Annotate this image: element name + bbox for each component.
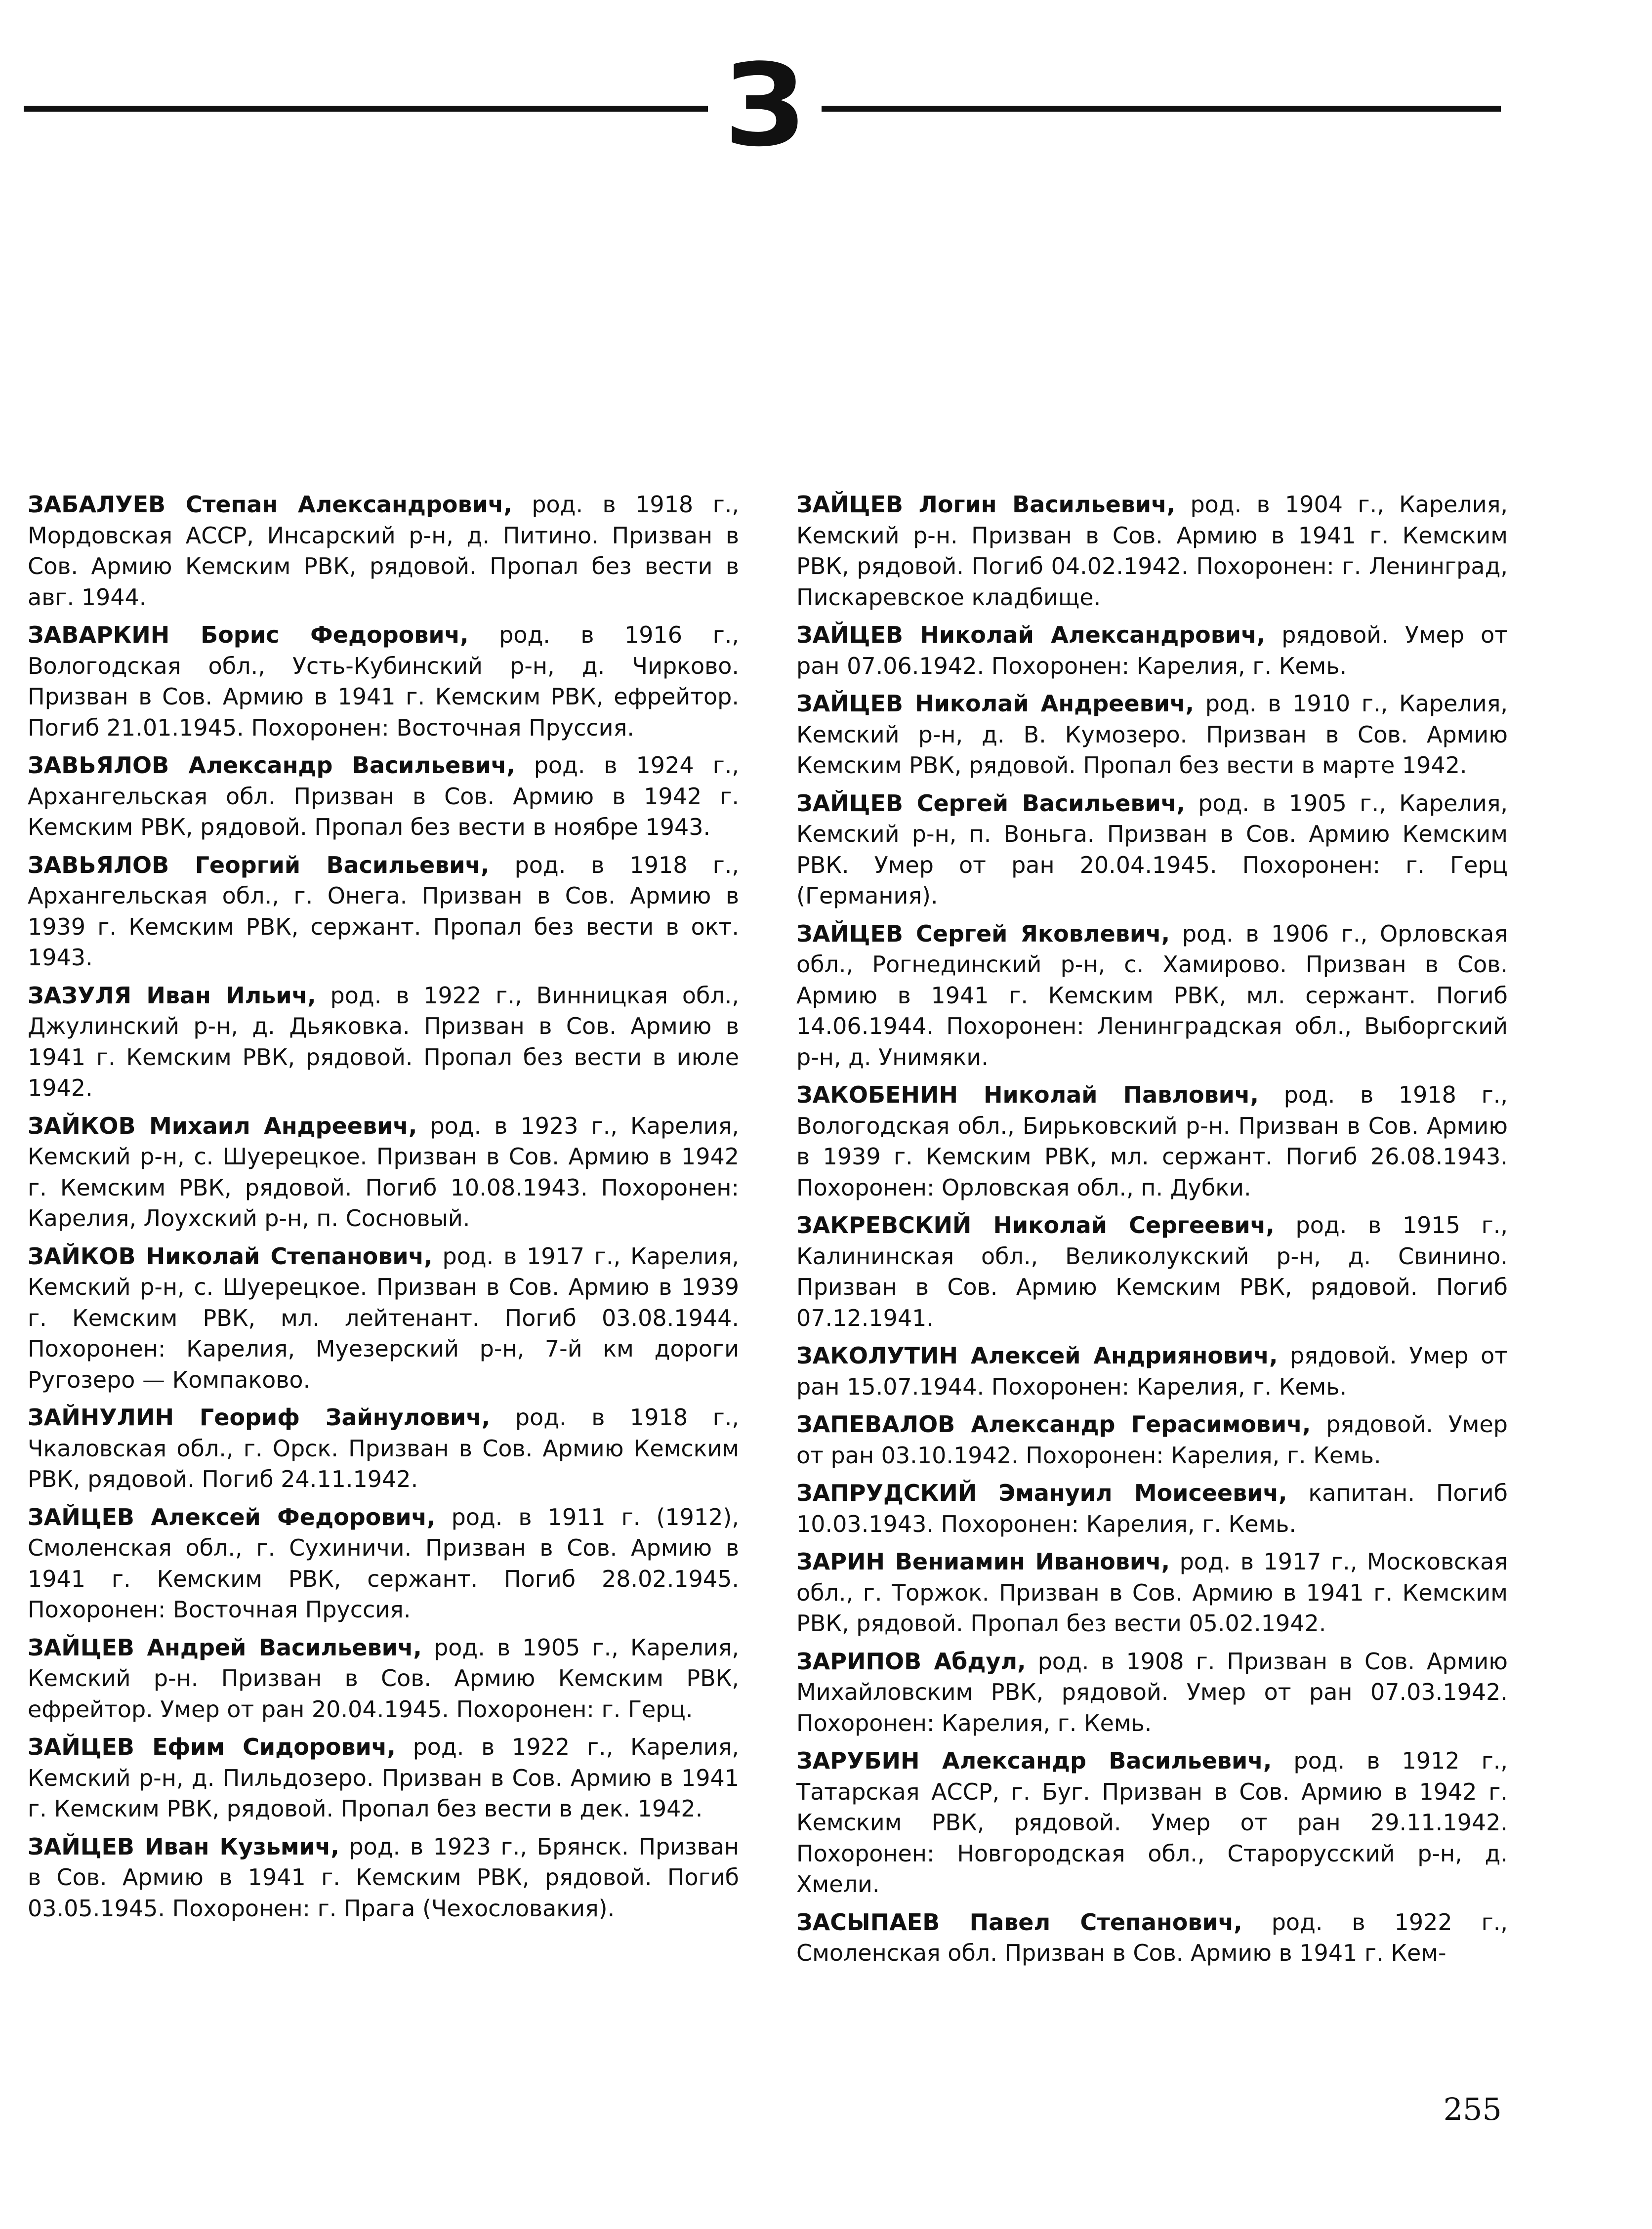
entry: [796, 788, 1508, 911]
entry: [796, 1478, 1508, 1539]
entry-name: ЗАКРЕВСКИЙ Николай Сергеевич,: [796, 1212, 1275, 1238]
entry: [28, 1831, 739, 1924]
entry: [28, 1632, 739, 1725]
entry-text: род. в 1917 г., Карелия, Кемский р-н, с. Шуерецкое. Призван в Сов. Армию в 1939 г. Кемским РВК, мл. лейтенант. Погиб 03.08.1944. Похоронен: Карелия, Муезерский р-н, 7-й км дороги Ругозеро — Компаково.: [28, 1242, 740, 1393]
entry: [796, 619, 1508, 681]
entry-name: ЗАВАРКИН Борис Федорович,: [28, 621, 469, 648]
entry-text: рядовой. Умер от ран 07.06.1942. Похоронен: Карелия, г. Кемь.: [796, 621, 1508, 679]
entry-name: ЗАЙКОВ Михаил Андреевич,: [28, 1112, 417, 1139]
entry-text: рядовой. Умер от ран 15.07.1944. Похоронен: Карелия, г. Кемь.: [796, 1342, 1508, 1400]
entry-name: ЗАРИН Вениамин Иванович,: [796, 1548, 1170, 1575]
entry-name: ЗАЗУЛЯ Иван Ильич,: [28, 982, 316, 1009]
entry-name: ЗАЙЦЕВ Сергей Яковлевич,: [796, 920, 1170, 947]
entry-text: род. в 1922 г., Винницкая обл., Джулинский р-н, д. Дьяковка. Призван в Сов. Армию в 1941 г. Кемским РВК, рядовой. Пропал без вести в июле 1942.: [28, 982, 740, 1101]
entry: [28, 1732, 739, 1824]
entry-text: род. в 1922 г., Карелия, Кемский р-н, д. Пильдозеро. Призван в Сов. Армию в 1941 г. Кемским РВК, рядовой. Пропал без вести в дек. 1942.: [28, 1734, 739, 1822]
entry-name: ЗАРИПОВ Абдул,: [796, 1648, 1026, 1675]
entry-text: род. в 1905 г., Карелия, Кемский р-н. Призван в Сов. Армию Кемским РВК, ефрейтор. Умер от ран 20.04.1945. Похоронен: г. Герц.: [28, 1634, 739, 1723]
entry-text: род. в 1915 г., Калининская обл., Великолукский р-н, д. Свинино. Призван в Сов. Армию Кемским РВК, рядовой. Погиб 07.12.1941.: [796, 1212, 1508, 1331]
entry: [28, 980, 739, 1104]
entry-text: род. в 1910 г., Карелия, Кемский р-н, д. В. Кумозеро. Призван в Сов. Армию Кемским РВК, рядовой. Пропал без вести в марте 1942.: [796, 690, 1508, 779]
entry: [796, 1079, 1508, 1203]
entry-text: род. в 1923 г., Брянск. Призван в Сов. Армию в 1941 г. Кемским РВК, рядовой. Погиб 03.05.1945. Похоронен: г. Прага (Чехословакия).: [28, 1833, 739, 1922]
entry-name: ЗАЙЦЕВ Логин Васильевич,: [796, 491, 1176, 518]
entry-name: ЗАБАЛУЕВ Степан Александрович,: [28, 491, 512, 518]
page-number: 255: [1443, 2091, 1502, 2127]
entry-name: ЗАЙЦЕВ Иван Кузьмич,: [28, 1833, 339, 1860]
entry-name: ЗАПРУДСКИЙ Эмануил Моисеевич,: [796, 1480, 1287, 1506]
entry-name: ЗАВЬЯЛОВ Георгий Васильевич,: [28, 851, 490, 878]
entry-text: род. в 1923 г., Карелия, Кемский р-н, с. Шуерецкое. Призван в Сов. Армию в 1942 г. Кемским РВК, рядовой. Погиб 10.08.1943. Похоронен: Карелия, Лоухский р-н, п. Сосновый.: [28, 1112, 739, 1232]
entry-text: род. в 1906 г., Орловская обл., Рогнединский р-н, с. Хамирово. Призван в Сов. Армию в 1941 г. Кемским РВК, мл. сержант. Погиб 14.06.1944. Похоронен: Ленинградская обл., Выборгский р-н, д. Унимяки.: [796, 920, 1508, 1071]
entry-text: род. в 1922 г., Смоленская обл. Призван в Сов. Армию в 1941 г. Кем-: [796, 1908, 1508, 1966]
entry-name: ЗАКОЛУТИН Алексей Андриянович,: [796, 1342, 1278, 1369]
entry-name: ЗАРУБИН Александр Васильевич,: [796, 1747, 1272, 1774]
entry-text: род. в 1918 г., Мордовская АССР, Инсарский р-н, д. Питино. Призван в Сов. Армию Кемским РВК, рядовой. Пропал без вести в авг. 1944.: [28, 491, 740, 611]
entry: [796, 688, 1508, 781]
section-letter: З: [724, 40, 805, 172]
entry-name: ЗАКОБЕНИН Николай Павлович,: [796, 1081, 1259, 1108]
entry-text: род. в 1912 г., Татарская АССР, г. Буг. Призван в Сов. Армию в 1942 г. Кемским РВК, рядовой. Умер от ран 29.11.1942. Похоронен: Новгородская обл., Старорусский р-н, д. Хмели.: [796, 1747, 1508, 1898]
entry-name: ЗАЙЦЕВ Алексей Федорович,: [28, 1503, 436, 1530]
entry-text: род. в 1918 г., Архангельская обл., г. Онега. Призван в Сов. Армию в 1939 г. Кемским РВК, сержант. Пропал без вести в окт. 1943.: [28, 851, 739, 971]
entry-name: ЗАЙЦЕВ Ефим Сидорович,: [28, 1734, 396, 1760]
entry: [28, 1111, 739, 1234]
entry-name: ЗАЙЦЕВ Николай Александрович,: [796, 621, 1266, 648]
entry: [796, 1745, 1508, 1900]
entry-name: ЗАЙНУЛИН Геориф Зайнулович,: [28, 1404, 491, 1431]
entry: [796, 1646, 1508, 1739]
entry-text: род. в 1904 г., Карелия, Кемский р-н. Призван в Сов. Армию в 1941 г. Кемским РВК, рядовой. Погиб 04.02.1942. Похоронен: г. Ленинград, Пискаревское кладбище.: [796, 491, 1508, 611]
entry: [28, 750, 739, 843]
entry: [796, 1409, 1508, 1471]
entry: [28, 489, 739, 613]
entry-name: ЗАЙЦЕВ Андрей Васильевич,: [28, 1634, 422, 1661]
entry-text: род. в 1917 г., Московская обл., г. Торжок. Призван в Сов. Армию в 1941 г. Кемским РВК, рядовой. Пропал без вести 05.02.1942.: [796, 1548, 1508, 1637]
entry: [796, 1907, 1508, 1969]
entry-text: род. в 1918 г., Вологодская обл., Бирьковский р-н. Призван в Сов. Армию в 1939 г. Кемским РВК, мл. сержант. Погиб 26.08.1943. Похоронен: Орловская обл., п. Дубки.: [796, 1081, 1508, 1201]
entry-text: род. в 1911 г. (1912), Смоленская обл., г. Сухиничи. Призван в Сов. Армию в 1941 г. Кемским РВК, сержант. Погиб 28.02.1945. Похоронен: Восточная Пруссия.: [28, 1503, 739, 1623]
entry: [796, 1340, 1508, 1402]
entry-text: род. в 1924 г., Архангельская обл. Призван в Сов. Армию в 1942 г. Кемским РВК, рядовой. Пропал без вести в ноябре 1943.: [28, 752, 739, 840]
entry-name: ЗАВЬЯЛОВ Александр Васильевич,: [28, 752, 515, 779]
entry: [796, 1210, 1508, 1333]
entry-text: род. в 1918 г., Чкаловская обл., г. Орск. Призван в Сов. Армию Кемским РВК, рядовой. Погиб 24.11.1942.: [28, 1404, 740, 1492]
header-rule-right: [822, 106, 1501, 112]
entry-text: капитан. Погиб 10.03.1943. Похоронен: Карелия, г. Кемь.: [796, 1480, 1508, 1537]
entry-name: ЗАЙЦЕВ Сергей Васильевич,: [796, 789, 1185, 817]
entry: [28, 1402, 739, 1495]
entry-name: ЗАПЕВАЛОВ Александр Герасимович,: [796, 1411, 1311, 1438]
entry: [28, 1502, 739, 1625]
entry-text: рядовой. Умер от ран 03.10.1942. Похоронен: Карелия, г. Кемь.: [796, 1411, 1508, 1469]
entry: [796, 918, 1508, 1073]
entry: [796, 489, 1508, 613]
entry-name: ЗАЙЦЕВ Николай Андреевич,: [796, 690, 1194, 717]
entry: [28, 619, 739, 743]
entry: [796, 1546, 1508, 1639]
entry-name: ЗАЙКОВ Николай Степанович,: [28, 1242, 433, 1270]
section-letter-header: [24, 40, 1501, 172]
right-column: [796, 489, 1508, 1976]
left-column: [28, 489, 739, 1931]
entry: [28, 850, 739, 973]
entry-text: род. в 1916 г., Вологодская обл., Усть-Кубинский р-н, д. Чирково. Призван в Сов. Армию в 1941 г. Кемским РВК, ефрейтор. Погиб 21.01.1945. Похоронен: Восточная Пруссия.: [28, 621, 739, 741]
entry-text: род. в 1905 г., Карелия, Кемский р-н, п. Воньга. Призван в Сов. Армию Кемским РВК. Умер от ран 20.04.1945. Похоронен: г. Герц (Германия).: [796, 789, 1508, 909]
entry: [28, 1241, 739, 1396]
header-rule-left: [24, 106, 708, 112]
entry-text: род. в 1908 г. Призван в Сов. Армию Михайловским РВК, рядовой. Умер от ран 07.03.1942. Похоронен: Карелия, г. Кемь.: [796, 1648, 1508, 1736]
entry-name: ЗАСЫПАЕВ Павел Степанович,: [796, 1908, 1242, 1936]
